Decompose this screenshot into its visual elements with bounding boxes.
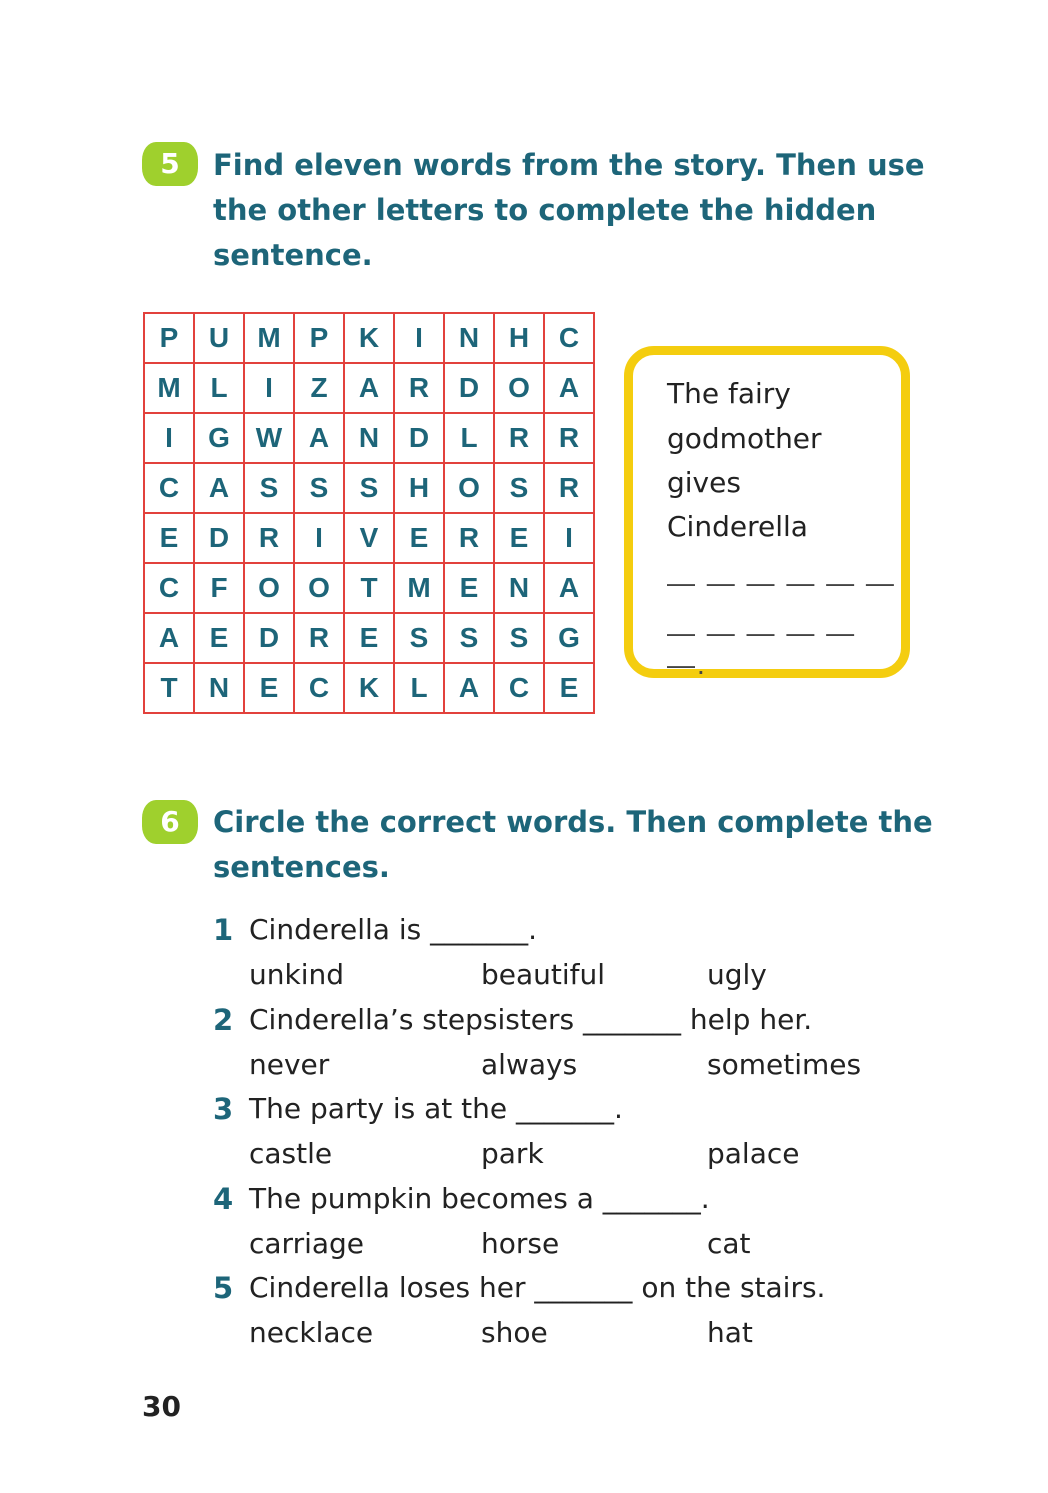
heading-line: sentences. — [213, 850, 390, 884]
grid-row — [144, 613, 594, 663]
grid-letter-cell[interactable]: D — [444, 363, 494, 413]
grid-letter-cell[interactable]: N — [444, 313, 494, 363]
question-number: 5 — [213, 1271, 234, 1305]
heading-line: Find eleven words from the story. Then use — [213, 148, 925, 182]
grid-row — [144, 563, 594, 613]
answer-option[interactable]: sometimes — [707, 1048, 862, 1081]
grid-letter-cell[interactable]: O — [294, 563, 344, 613]
grid-letter-cell[interactable]: A — [544, 563, 594, 613]
box-text-line: Cinderella — [667, 510, 808, 543]
grid-letter-cell[interactable]: D — [194, 513, 244, 563]
grid-letter-cell[interactable]: L — [194, 363, 244, 413]
question-text: Cinderella loses her _______ on the stairs. — [249, 1271, 826, 1304]
grid-row — [144, 663, 594, 713]
heading-line: the other letters to complete the hidden — [213, 193, 877, 227]
grid-letter-cell[interactable]: P — [294, 313, 344, 363]
grid-letter-cell[interactable]: S — [494, 463, 544, 513]
grid-letter-cell[interactable]: E — [444, 563, 494, 613]
grid-letter-cell[interactable]: O — [444, 463, 494, 513]
grid-letter-cell[interactable]: E — [194, 613, 244, 663]
heading-line: sentence. — [213, 238, 373, 272]
grid-letter-cell[interactable]: R — [244, 513, 294, 563]
exercise-heading — [213, 143, 933, 278]
grid-letter-cell[interactable]: E — [144, 513, 194, 563]
grid-row — [144, 363, 594, 413]
answer-option[interactable]: carriage — [249, 1227, 365, 1260]
grid-letter-cell[interactable]: M — [144, 363, 194, 413]
exercise-number-badge: 6 — [142, 800, 198, 844]
answer-option[interactable]: hat — [707, 1316, 753, 1349]
grid-letter-cell[interactable]: C — [144, 463, 194, 513]
grid-letter-cell[interactable]: A — [444, 663, 494, 713]
grid-letter-cell[interactable]: N — [494, 563, 544, 613]
answer-blank-line[interactable]: — — — — — —. — [667, 617, 857, 680]
grid-letter-cell[interactable]: G — [544, 613, 594, 663]
grid-row — [144, 313, 594, 363]
answer-option[interactable]: castle — [249, 1137, 333, 1170]
grid-letter-cell[interactable]: S — [494, 613, 544, 663]
grid-letter-cell[interactable]: I — [394, 313, 444, 363]
answer-option[interactable]: unkind — [249, 958, 345, 991]
grid-letter-cell[interactable]: E — [494, 513, 544, 563]
grid-letter-cell[interactable]: R — [444, 513, 494, 563]
answer-option[interactable]: palace — [707, 1137, 800, 1170]
grid-letter-cell[interactable]: E — [244, 663, 294, 713]
answer-option[interactable]: always — [481, 1048, 578, 1081]
grid-letter-cell[interactable]: S — [344, 463, 394, 513]
box-text-line: godmother — [667, 422, 822, 455]
grid-letter-cell[interactable]: E — [394, 513, 444, 563]
grid-letter-cell[interactable]: O — [244, 563, 294, 613]
exercise-heading — [213, 800, 933, 890]
grid-letter-cell[interactable]: C — [494, 663, 544, 713]
grid-letter-cell[interactable]: A — [294, 413, 344, 463]
grid-letter-cell[interactable]: N — [344, 413, 394, 463]
grid-letter-cell[interactable]: V — [344, 513, 394, 563]
grid-letter-cell[interactable]: H — [394, 463, 444, 513]
grid-letter-cell[interactable]: K — [344, 313, 394, 363]
grid-letter-cell[interactable]: S — [444, 613, 494, 663]
grid-letter-cell[interactable]: W — [244, 413, 294, 463]
grid-letter-cell[interactable]: S — [244, 463, 294, 513]
grid-row — [144, 463, 594, 513]
exercise-number-badge: 5 — [142, 142, 198, 186]
question-number: 1 — [213, 913, 234, 947]
answer-option[interactable]: park — [481, 1137, 544, 1170]
grid-letter-cell[interactable]: L — [394, 663, 444, 713]
grid-letter-cell[interactable]: D — [394, 413, 444, 463]
grid-letter-cell[interactable]: E — [344, 613, 394, 663]
grid-letter-cell[interactable]: A — [344, 363, 394, 413]
grid-letter-cell[interactable]: R — [544, 413, 594, 463]
grid-letter-cell[interactable]: I — [244, 363, 294, 413]
question-number: 3 — [213, 1092, 234, 1126]
answer-option[interactable]: beautiful — [481, 958, 606, 991]
answer-option[interactable]: ugly — [707, 958, 767, 991]
box-text-line: gives — [667, 466, 741, 499]
grid-letter-cell[interactable]: D — [244, 613, 294, 663]
grid-letter-cell[interactable]: C — [544, 313, 594, 363]
grid-letter-cell[interactable]: C — [294, 663, 344, 713]
hidden-sentence-box — [624, 346, 910, 678]
question-text: Cinderella’s stepsisters _______ help her. — [249, 1003, 813, 1036]
grid-letter-cell[interactable]: C — [144, 563, 194, 613]
box-text-line: The fairy — [667, 377, 791, 410]
grid-letter-cell[interactable]: S — [294, 463, 344, 513]
question-text: Cinderella is _______. — [249, 913, 537, 946]
heading-line: Circle the correct words. Then complete the — [213, 805, 933, 839]
answer-option[interactable]: never — [249, 1048, 330, 1081]
page-number: 30 — [142, 1390, 181, 1423]
answer-option[interactable]: shoe — [481, 1316, 548, 1349]
grid-letter-cell[interactable]: P — [144, 313, 194, 363]
grid-letter-cell[interactable]: R — [394, 363, 444, 413]
grid-letter-cell[interactable]: S — [394, 613, 444, 663]
grid-letter-cell[interactable]: M — [394, 563, 444, 613]
grid-letter-cell[interactable]: M — [244, 313, 294, 363]
grid-row — [144, 513, 594, 563]
grid-letter-cell[interactable]: F — [194, 563, 244, 613]
grid-letter-cell[interactable]: U — [194, 313, 244, 363]
question-text: The pumpkin becomes a _______. — [249, 1182, 710, 1215]
grid-letter-cell[interactable]: I — [544, 513, 594, 563]
answer-option[interactable]: cat — [707, 1227, 751, 1260]
answer-option[interactable]: horse — [481, 1227, 560, 1260]
grid-letter-cell[interactable]: H — [494, 313, 544, 363]
grid-letter-cell[interactable]: K — [344, 663, 394, 713]
question-text: The party is at the _______. — [249, 1092, 623, 1125]
question-number: 2 — [213, 1003, 234, 1037]
grid-letter-cell[interactable]: R — [294, 613, 344, 663]
grid-letter-cell[interactable]: A — [194, 463, 244, 513]
grid-letter-cell[interactable]: T — [344, 563, 394, 613]
grid-letter-cell[interactable]: O — [494, 363, 544, 413]
grid-letter-cell[interactable]: L — [444, 413, 494, 463]
grid-letter-cell[interactable]: T — [144, 663, 194, 713]
question-number: 4 — [213, 1182, 234, 1216]
grid-letter-cell[interactable]: I — [294, 513, 344, 563]
grid-letter-cell[interactable]: E — [544, 663, 594, 713]
answer-option[interactable]: necklace — [249, 1316, 374, 1349]
grid-letter-cell[interactable]: A — [144, 613, 194, 663]
grid-letter-cell[interactable]: I — [144, 413, 194, 463]
grid-letter-cell[interactable]: A — [544, 363, 594, 413]
grid-letter-cell[interactable]: R — [494, 413, 544, 463]
grid-row — [144, 413, 594, 463]
answer-blank-line[interactable]: — — — — — — — [667, 567, 896, 598]
grid-letter-cell[interactable]: R — [544, 463, 594, 513]
grid-letter-cell[interactable]: G — [194, 413, 244, 463]
grid-letter-cell[interactable]: Z — [294, 363, 344, 413]
word-search-grid — [143, 312, 595, 714]
grid-letter-cell[interactable]: N — [194, 663, 244, 713]
